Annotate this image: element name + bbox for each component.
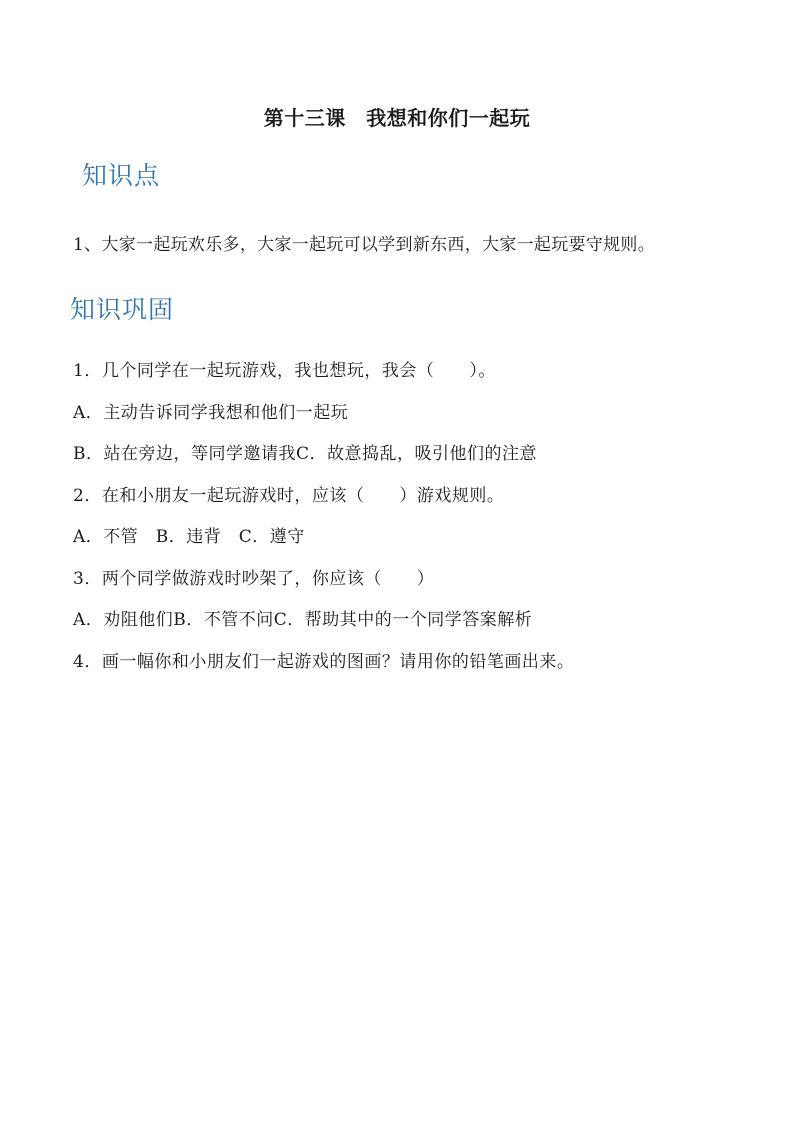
question-3: 3．两个同学做游戏时吵架了，你应该（ ） xyxy=(73,569,435,589)
question-3-options: A．劝阻他们B．不管不问C．帮助其中的一个同学答案解析 xyxy=(73,610,533,630)
lesson-title: 第十三课 我想和你们一起玩 xyxy=(263,106,531,130)
question-4: 4．画一幅你和小朋友们一起游戏的图画？请用你的铅笔画出来。 xyxy=(73,652,575,672)
question-1-options-b-c: B．站在旁边，等同学邀请我C．故意捣乱，吸引他们的注意 xyxy=(73,444,537,464)
question-2-options: A．不管 B．违背 C．遵守 xyxy=(73,527,305,547)
question-1-option-a: A．主动告诉同学我想和他们一起玩 xyxy=(73,403,349,423)
question-2: 2．在和小朋友一起玩游戏时，应该（ ）游戏规则。 xyxy=(73,486,505,506)
question-1: 1．几个同学在一起玩游戏，我也想玩，我会（ ）。 xyxy=(73,361,496,381)
practice-heading: 知识巩固 xyxy=(70,295,175,324)
knowledge-points-heading: 知识点 xyxy=(82,161,161,190)
knowledge-point-1: 1、大家一起玩欢乐多，大家一起玩可以学到新东西，大家一起玩要守规则。 xyxy=(73,235,656,255)
